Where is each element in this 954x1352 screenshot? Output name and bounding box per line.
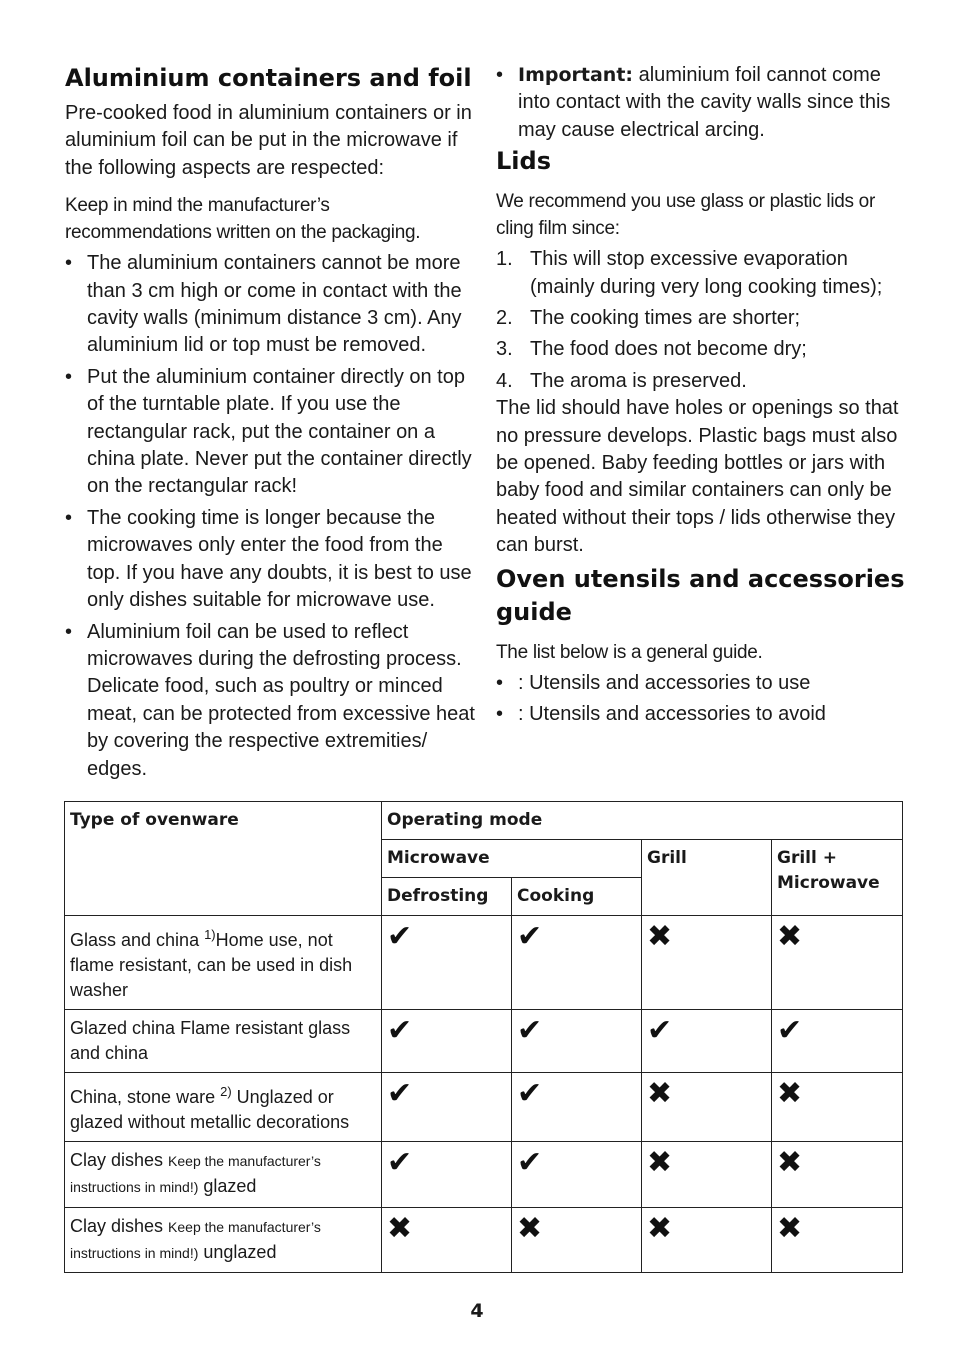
check-icon: ✔ [517, 1076, 543, 1111]
header-cooking: Cooking [512, 878, 642, 916]
ovenware-table [64, 801, 903, 1273]
mark-cell [642, 1010, 772, 1073]
check-icon: ✔ [387, 1013, 413, 1048]
guide-lead: The list below is a general guide. [496, 641, 763, 663]
mark-cell [382, 1142, 512, 1208]
bullet-marker: • [65, 365, 73, 388]
ovenware-description: Flame resistant glass and china [70, 1018, 351, 1063]
list-item [496, 336, 908, 363]
table-header-row [65, 802, 903, 840]
list-item [496, 701, 908, 728]
footnote-ref: 1) [204, 927, 216, 942]
header-type-of-ovenware: Type of ovenware [65, 802, 382, 916]
table-row [65, 1073, 903, 1142]
guide-heading: Oven utensils and accessories guide [496, 564, 905, 626]
check-icon: ✔ [387, 1145, 413, 1180]
mark-cell [512, 1010, 642, 1073]
important-label: Important: [518, 64, 634, 86]
list-number: 3. [496, 338, 513, 361]
ovenware-name: China, stone ware [70, 1087, 221, 1107]
ovenware-type-cell [65, 1073, 382, 1142]
cross-icon: ✖ [777, 1211, 803, 1246]
ovenware-note: Keep the manufacturer’s instructions in mind!) [70, 1153, 321, 1195]
list-item-text: Put the aluminium container directly on top of the turntable plate. If you use the rectangular rack, put the container on a china plate. Never put the container directly on the rectangular rack! [87, 365, 472, 498]
cross-icon: ✖ [777, 919, 803, 954]
important-list [496, 62, 908, 144]
table-row [65, 916, 903, 1010]
mark-cell [772, 1073, 903, 1142]
mark-cell [772, 1208, 903, 1273]
list-item [65, 505, 475, 615]
list-item-text: : Utensils and accessories to avoid [518, 703, 826, 726]
list-item-text: Aluminium foil can be used to reflect microwaves during the defrosting process. Delicate food, such as poultry or minced meat, can be protected from excessive heat by covering the respective extremities/ edges. [87, 620, 475, 780]
mark-cell [512, 1073, 642, 1142]
ovenware-note: Keep the manufacturer’s instructions in mind!) [70, 1219, 321, 1261]
ovenware-name: Glass and china [70, 930, 205, 950]
mark-cell [772, 1010, 903, 1073]
list-item-text: The cooking times are shorter; [530, 307, 801, 330]
header-microwave: Microwave [382, 840, 642, 878]
list-item-text: The aluminium containers cannot be more than 3 cm high or come in contact with the cavity walls (minimum distance 3 cm). Any aluminium lid or top must be removed. [87, 252, 462, 357]
ovenware-type-cell [65, 916, 382, 1010]
bullet-marker: • [496, 671, 504, 694]
ovenware-type-cell [65, 1010, 382, 1073]
page-number: 4 [470, 1300, 484, 1322]
list-item-text: The food does not become dry; [530, 338, 807, 361]
list-number: 2. [496, 307, 513, 330]
bullet-marker: • [496, 703, 504, 726]
ovenware-description: Home use, not flame resistant, can be used in dish washer [70, 930, 353, 1000]
mark-cell [512, 1208, 642, 1273]
bullet-marker: • [65, 506, 73, 529]
mark-cell [642, 916, 772, 1010]
list-number: 4. [496, 369, 513, 392]
mark-cell [382, 1208, 512, 1273]
cross-icon: ✖ [647, 1076, 673, 1111]
mark-cell [512, 916, 642, 1010]
list-item-text: : Utensils and accessories to use [518, 671, 811, 694]
check-icon: ✔ [777, 1013, 803, 1048]
aluminium-intro: Pre-cooked food in aluminium containers or in aluminium foil can be put in the microwave if the following aspects are respected: [65, 102, 472, 179]
list-item-text: The cooking time is longer because the microwaves only enter the food from the top. If you have any doubts, it is best to use only dishes suitable for microwave use. [87, 506, 472, 612]
ovenware-finish: unglazed [198, 1242, 277, 1262]
important-item [496, 62, 908, 144]
mark-cell [512, 1142, 642, 1208]
table-row [65, 1010, 903, 1073]
cross-icon: ✖ [647, 1211, 673, 1246]
table-body [65, 916, 903, 1273]
mark-cell [642, 1208, 772, 1273]
list-item [496, 368, 908, 395]
right-column [496, 62, 908, 729]
cross-icon: ✖ [777, 1145, 803, 1180]
ovenware-description: Unglazed or glazed without metallic decorations [70, 1087, 350, 1132]
mark-cell [382, 1073, 512, 1142]
check-icon: ✔ [517, 1013, 543, 1048]
cross-icon: ✖ [647, 1145, 673, 1180]
cross-icon: ✖ [647, 919, 673, 954]
mark-cell [772, 1142, 903, 1208]
ovenware-name: Glazed china [70, 1018, 181, 1038]
aluminium-heading: Aluminium containers and foil [65, 64, 472, 92]
footnote-ref: 2) [220, 1084, 232, 1099]
cross-icon: ✖ [387, 1211, 413, 1246]
lids-lead: We recommend you use glass or plastic lids or cling film since: [496, 191, 875, 240]
check-icon: ✔ [517, 919, 543, 954]
cross-icon: ✖ [517, 1211, 543, 1246]
list-item [496, 246, 908, 301]
ovenware-type-cell [65, 1142, 382, 1208]
lids-numbered-list [496, 246, 908, 395]
mark-cell [382, 916, 512, 1010]
guide-bullet-list [496, 670, 908, 729]
list-item [496, 305, 908, 332]
bullet-marker: • [65, 620, 73, 643]
list-item [496, 670, 908, 697]
header-operating-mode: Operating mode [382, 802, 903, 840]
table-row [65, 1142, 903, 1208]
mark-cell [642, 1142, 772, 1208]
left-column [65, 62, 475, 783]
list-item [65, 619, 475, 783]
important-text: aluminium foil cannot come into contact with the cavity walls since this may cause electrical arcing. [518, 64, 891, 141]
mark-cell [642, 1073, 772, 1142]
ovenware-type-cell [65, 1208, 382, 1273]
check-icon: ✔ [387, 1076, 413, 1111]
check-icon: ✔ [517, 1145, 543, 1180]
header-defrosting: Defrosting [382, 878, 512, 916]
aluminium-bullet-list [65, 250, 475, 783]
lids-paragraph: The lid should have holes or openings so that no pressure develops. Plastic bags must also be opened. Baby feeding bottles or jars with baby food and similar containers can only be heated without their tops / lids otherwise they can burst. [496, 397, 899, 557]
list-item [65, 250, 475, 360]
cross-icon: ✖ [777, 1076, 803, 1111]
ovenware-name: Clay dishes [70, 1216, 169, 1236]
check-icon: ✔ [387, 919, 413, 954]
header-grill-microwave: Grill + Microwave [772, 840, 903, 916]
mark-cell [382, 1010, 512, 1073]
list-item-text: This will stop excessive evaporation (mainly during very long cooking times); [530, 248, 883, 298]
header-grill: Grill [642, 840, 772, 916]
table-row [65, 1208, 903, 1273]
ovenware-name: Clay dishes [70, 1150, 169, 1170]
list-item [65, 364, 475, 501]
bullet-marker: • [496, 64, 504, 86]
list-number: 1. [496, 248, 513, 271]
lids-heading: Lids [496, 147, 551, 176]
check-icon: ✔ [647, 1013, 673, 1048]
bullet-marker: • [65, 252, 73, 275]
mark-cell [772, 916, 903, 1010]
aluminium-lead: Keep in mind the manufacturer’s recommendations written on the packaging. [65, 195, 421, 244]
list-item-text: The aroma is preserved. [530, 369, 747, 392]
ovenware-finish: glazed [198, 1176, 257, 1196]
